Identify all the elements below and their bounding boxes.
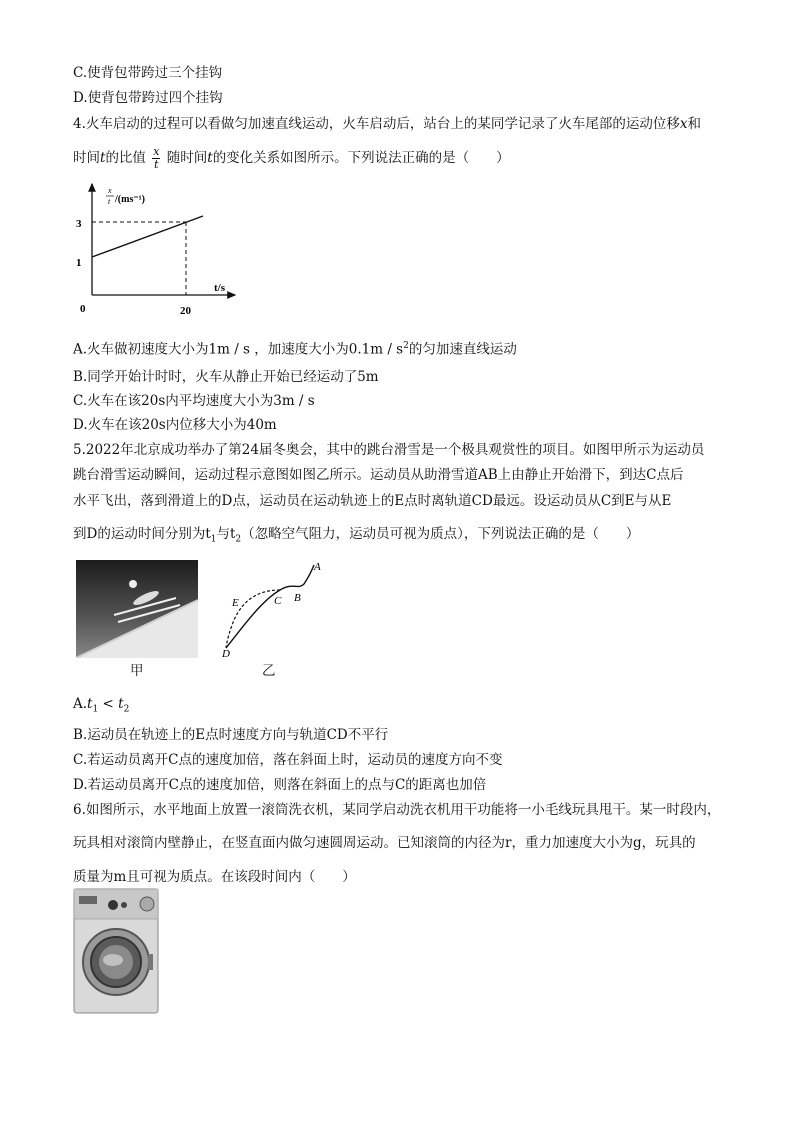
q4-ylabel-num: x [108, 186, 112, 195]
q4-ylabel-unit: /(ms⁻¹) [115, 194, 145, 205]
svg-text:B: B [294, 592, 301, 604]
q6-stem-line3: 质量为m且可视为质点。在该段时间内（ ） [73, 869, 356, 885]
svg-text:A: A [314, 561, 321, 573]
q4-origin: 0 [80, 303, 86, 315]
ski-jump-photo [76, 560, 198, 658]
svg-text:E: E [232, 597, 239, 609]
q6-stem-line2: 玩具相对滚筒内壁静止，在竖直面内做匀速圆周运动。已知滚筒的内径为r，重力加速度大小为g，玩具的 [73, 835, 696, 851]
q5-stem-line4: 到D的运动时间分别为$t_1$与$t_2$（忽略空气阻力，运动员可视为质点），下列说法正确的是（ ） [73, 526, 640, 545]
q5-option-a: $A.t_1 < t_2$ [73, 696, 130, 715]
q5-option-c: C.若运动员离开C点的速度加倍，落在斜面上时，运动员的速度方向不变 [73, 752, 503, 768]
q4-xlabel: t/s [214, 282, 225, 294]
q4-option-c: C.火车在该20s内平均速度大小为3m / s [73, 393, 315, 409]
q5-stem-line3: 水平飞出，落到滑道上的D点，运动员在运动轨迹上的E点时离轨道CD最远。设运动员从C到E与从E [73, 493, 672, 509]
q4-option-a: A.火车做初速度大小为1m / s ，加速度大小为$0.1m / s^2$的匀加速直线运动 [73, 341, 517, 358]
q6-stem-line1: 6.如图所示，水平地面上放置一滚筒洗衣机，某同学启动洗衣机用干功能将一小毛线玩具甩干。某一时段内， [73, 802, 721, 818]
q4-graph [70, 180, 240, 320]
q4-stem-line1: 4.火车启动的过程可以看做匀加速直线运动，火车启动后，站台上的某同学记录了火车尾部的运动位移x和 [73, 116, 702, 132]
svg-text:D: D [222, 648, 230, 660]
q5-option-d: D.若运动员离开C点的速度加倍，则落在斜面上的点与C的距离也加倍 [73, 777, 487, 793]
q5-stem-line2: 跳台滑雪运动瞬间，运动过程示意图如图乙所示。运动员从助滑雪道AB上由静止开始滑下，到达C点后 [73, 467, 684, 483]
caption-yi: 乙 [262, 663, 276, 679]
q4-tick-x20: 20 [180, 305, 191, 317]
svg-text:C: C [274, 595, 282, 607]
q4-stem-line2: 时间t的比值 $\frac{x}{t}$ 随时间t的变化关系如图所示。下列说法正确的是（ ） [73, 145, 510, 171]
trajectory-diagram [218, 560, 328, 660]
caption-jia: 甲 [130, 663, 144, 679]
q4-tick-y1: 1 [76, 257, 82, 269]
prev-option-c: C.使背包带跨过三个挂钩 [73, 65, 223, 81]
q5-option-b: B.运动员在轨迹上的E点时速度方向与轨道CD不平行 [73, 727, 389, 743]
q4-tick-y3: 3 [76, 218, 82, 230]
slope-curve [226, 565, 314, 648]
washing-machine-image [73, 888, 159, 1014]
prev-option-d: D.使背包带跨过四个挂钩 [73, 90, 223, 106]
q4-option-d: D.火车在该20s内位移大小为40m [73, 417, 277, 433]
q4-option-b: B.同学开始计时时，火车从静止开始已经运动了5m [73, 369, 379, 385]
q4-ylabel-den: t [108, 197, 111, 206]
x-over-t-fraction: $\frac{x}{t}$ [153, 145, 160, 171]
q5-stem-line1: 5.2022年北京成功举办了第24届冬奥会，其中的跳台滑雪是一个极具观赏性的项目。如图甲所示为运动员 [73, 442, 705, 458]
